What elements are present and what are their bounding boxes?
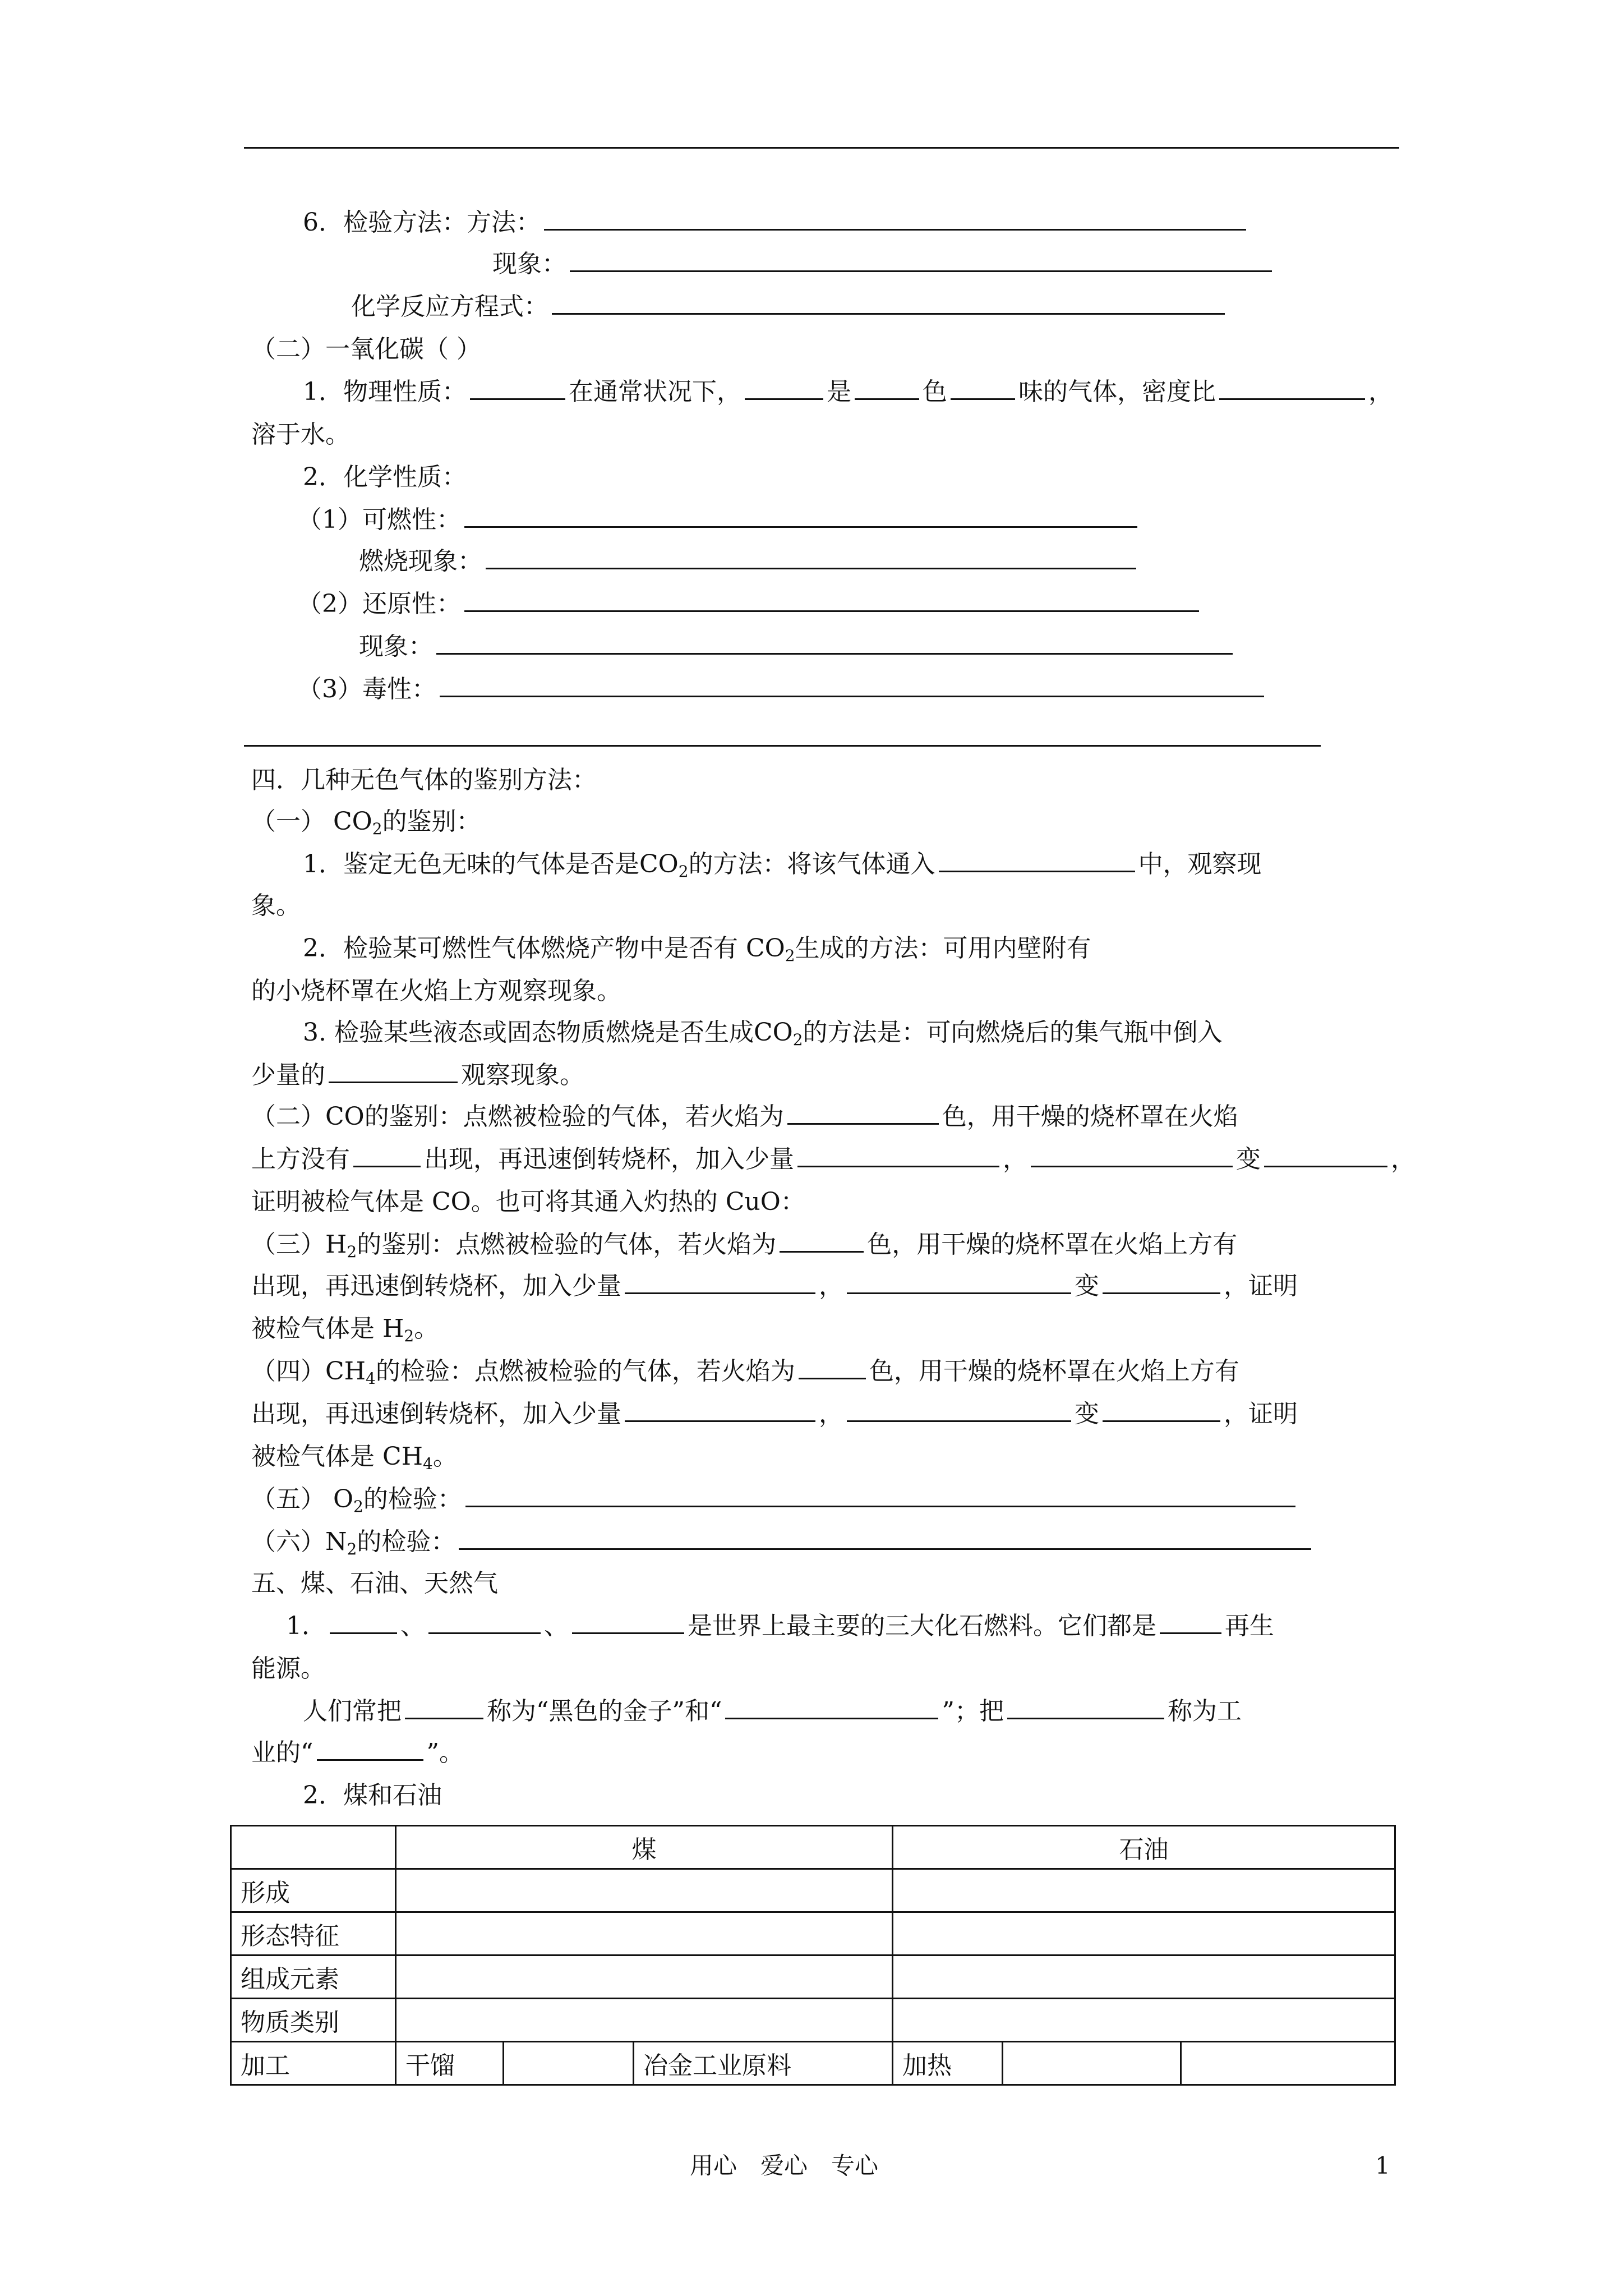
answer-blank[interactable] — [725, 1695, 938, 1719]
coal-method-cell: 干馏 — [396, 2042, 504, 2085]
co2-method1-line: 1．鉴定无色无味的气体是否是$CO_2$的方法：将该气体通入 中，观察现 — [303, 848, 1262, 881]
answer-blank[interactable] — [486, 545, 1136, 569]
answer-blank[interactable] — [847, 1398, 1071, 1422]
co2-method3-line: 3. 检验某些液态或固态物质燃烧是否生成$CO_2$的方法是：可向燃烧后的集气瓶中倒入 — [303, 1018, 1223, 1049]
phenomenon-line — [492, 248, 1275, 280]
answer-cell[interactable] — [1003, 2042, 1181, 2085]
answer-blank[interactable] — [570, 248, 1272, 272]
equation-label: 化学反应方程式： — [351, 292, 548, 321]
table-row-processing — [231, 2042, 1395, 2085]
answer-blank[interactable] — [405, 1695, 483, 1719]
h2-id-line2: 出现，再迅速倒转烧杯，加入少量 ， 变 ，证明 — [251, 1270, 1298, 1303]
answer-blank[interactable] — [330, 1610, 397, 1634]
answer-blank[interactable] — [428, 1610, 541, 1634]
answer-blank[interactable] — [1103, 1398, 1220, 1422]
row-label: 形成 — [231, 1869, 396, 1912]
answer-blank[interactable] — [951, 376, 1015, 400]
section4-title: 四．几种无色气体的鉴别方法： — [251, 766, 597, 794]
answer-blank[interactable] — [1007, 1695, 1164, 1719]
phenomenon-label: 现象： — [492, 250, 566, 278]
answer-blank[interactable] — [572, 1610, 684, 1634]
answer-blank[interactable] — [1264, 1143, 1387, 1167]
co-id-line: （二）CO的鉴别：点燃被检验的气体，若火焰为 色，用干燥的烧杯罩在火焰 — [251, 1101, 1238, 1133]
section5-title: 五、煤、石油、天然气 — [251, 1569, 498, 1598]
answer-blank[interactable] — [625, 1398, 815, 1422]
ch4-id-line3: 被检气体是 $CH_4$。 — [251, 1442, 458, 1473]
answer-blank[interactable] — [939, 848, 1135, 872]
answer-blank[interactable] — [464, 588, 1199, 612]
fossil-fuels-line: 1． 、 、 是世界上最主要的三大化石燃料。它们都是 再生 — [286, 1610, 1274, 1642]
answer-blank[interactable] — [459, 1526, 1311, 1550]
answer-blank[interactable] — [1103, 1270, 1220, 1294]
table-corner-cell — [231, 1826, 396, 1869]
answer-blank[interactable] — [847, 1270, 1071, 1294]
oil-column-header: 石油 — [893, 1826, 1395, 1869]
ch4-id-line2: 出现，再迅速倒转烧杯，加入少量 ， 变 ，证明 — [251, 1398, 1298, 1430]
answer-blank[interactable] — [465, 1483, 1295, 1507]
answer-cell[interactable] — [893, 1999, 1395, 2042]
answer-blank[interactable] — [855, 376, 919, 400]
co2-method2-cont: 的小烧杯罩在火焰上方观察现象。 — [251, 977, 621, 1005]
coal-use-cell: 冶金工业原料 — [634, 2042, 893, 2085]
answer-blank[interactable] — [470, 376, 565, 400]
o2-test-line: （五） $O_2$的检验： — [251, 1483, 1299, 1516]
co-chem-title: 2．化学性质： — [303, 463, 467, 491]
answer-blank[interactable] — [317, 1737, 423, 1761]
answer-blank[interactable] — [1219, 376, 1365, 400]
answer-blank[interactable] — [353, 1143, 421, 1167]
answer-blank[interactable] — [544, 206, 1246, 231]
answer-blank[interactable] — [440, 673, 1264, 697]
answer-continuation-rule[interactable] — [244, 745, 1321, 747]
coal-oil-heading: 2．煤和石油 — [303, 1781, 442, 1810]
answer-blank[interactable] — [745, 376, 823, 400]
answer-blank[interactable] — [552, 291, 1225, 315]
co-flammability-line: （1）可燃性： — [297, 504, 1141, 536]
answer-blank[interactable] — [436, 631, 1233, 655]
ch4-id-line: （四）$CH_4$的检验：点燃被检验的气体，若火焰为 色，用干燥的烧杯罩在火焰上方有 — [251, 1355, 1239, 1388]
co-reducing-line: （2）还原性： — [297, 588, 1202, 620]
answer-cell[interactable] — [396, 1955, 893, 1999]
answer-blank[interactable] — [780, 1228, 864, 1253]
answer-cell[interactable] — [396, 1869, 893, 1912]
answer-blank[interactable] — [329, 1059, 458, 1083]
h2-id-line: （三）$H_2$的鉴别：点燃被检验的气体，若火焰为 色，用干燥的烧杯罩在火焰上方有 — [251, 1228, 1237, 1261]
co-title: （二）一氧化碳（ ） — [251, 335, 481, 364]
row-label: 形态特征 — [231, 1912, 396, 1955]
co2-method1-cont: 象。 — [251, 891, 301, 920]
table-row — [231, 1912, 1395, 1955]
coal-column-header: 煤 — [396, 1826, 893, 1869]
answer-blank[interactable] — [787, 1101, 939, 1125]
co-physical-cont: 溶于水。 — [251, 420, 350, 449]
co2-method3-cont: 少量的 观察现象。 — [251, 1059, 584, 1092]
black-gold-line: 人们常把 称为“黑色的金子”和“ ”；把 称为工 — [303, 1695, 1242, 1728]
answer-cell[interactable] — [396, 1912, 893, 1955]
footer-slogan: 用心 爱心 专心 — [690, 2152, 879, 2179]
answer-blank[interactable] — [797, 1143, 999, 1167]
answer-blank[interactable] — [799, 1355, 866, 1379]
co2-id-title: （一） $CO_2$的鉴别： — [251, 807, 481, 838]
co2-method2-line: 2．检验某可燃性气体燃烧产物中是否有 $CO_2$生成的方法：可用内壁附有 — [303, 934, 1091, 965]
co-toxicity-line: （3）毒性： — [297, 673, 1267, 706]
answer-blank[interactable] — [1160, 1610, 1221, 1634]
answer-cell[interactable] — [1181, 2042, 1395, 2085]
oil-method-cell: 加热 — [893, 2042, 1003, 2085]
row-label: 加工 — [231, 2042, 396, 2085]
answer-cell[interactable] — [396, 1999, 893, 2042]
test-method-line — [303, 206, 1249, 239]
table-row — [231, 1999, 1395, 2042]
answer-blank[interactable] — [464, 504, 1137, 528]
table-row — [231, 1869, 1395, 1912]
co-id-line3: 证明被检气体是 CO。也可将其通入灼热的 CuO： — [251, 1188, 805, 1216]
fossil-fuels-cont: 能源。 — [251, 1654, 325, 1683]
co-physical-line: 1．物理性质： 在通常状况下， 是 色 味的气体，密度比 ， — [303, 376, 1393, 408]
n2-test-line: （六）$N_2$的检验： — [251, 1526, 1315, 1558]
coal-oil-table — [230, 1825, 1396, 2086]
row-label: 物质类别 — [231, 1999, 396, 2042]
answer-cell[interactable] — [504, 2042, 634, 2085]
co-id-line2: 上方没有 出现，再迅速倒转烧杯，加入少量 ， 变 ， — [251, 1143, 1415, 1176]
table-row — [231, 1955, 1395, 1999]
black-gold-cont: 业的“ ”。 — [251, 1737, 464, 1769]
test-method-label: 6．检验方法：方法： — [303, 208, 541, 237]
answer-blank[interactable] — [625, 1270, 815, 1294]
answer-blank[interactable] — [1031, 1143, 1233, 1167]
table-header-row — [231, 1826, 1395, 1869]
co-burning-line: 燃烧现象： — [359, 545, 1140, 578]
row-label: 组成元素 — [231, 1955, 396, 1999]
header-rule — [244, 147, 1399, 149]
h2-id-line3: 被检气体是 $H_2$。 — [251, 1314, 439, 1345]
answer-cell[interactable] — [893, 1869, 1395, 1912]
equation-line — [351, 291, 1228, 323]
page-number: 1 — [1375, 2152, 1390, 2179]
co-reducing-phenomenon-line: 现象： — [359, 631, 1236, 663]
answer-cell[interactable] — [893, 1955, 1395, 1999]
answer-cell[interactable] — [893, 1912, 1395, 1955]
